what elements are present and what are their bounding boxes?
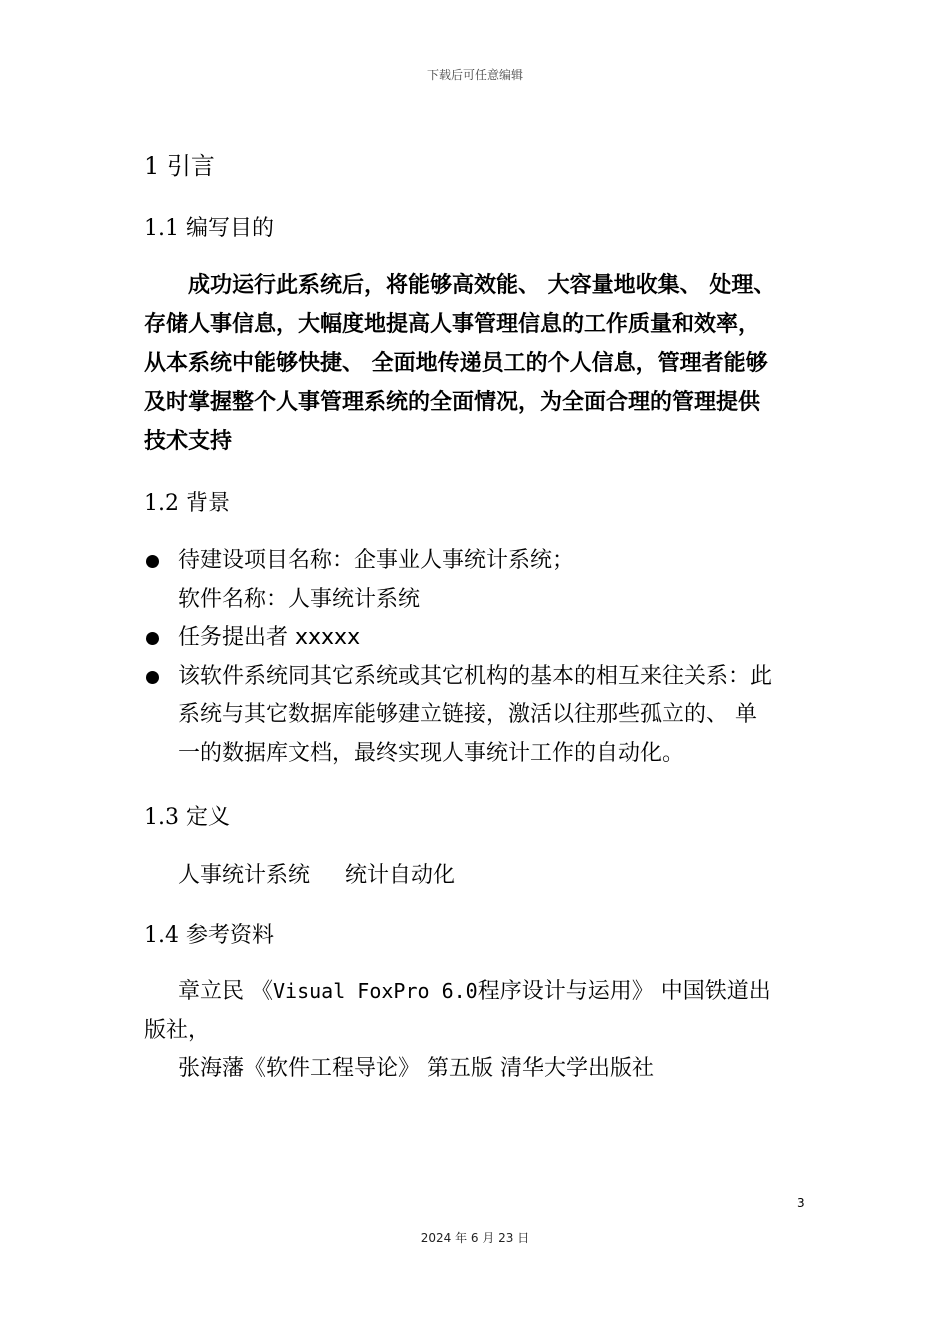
bullet-icon: [146, 671, 159, 684]
purpose-line-2: 存储人事信息，大幅度地提高人事管理信息的工作质量和效率，: [144, 312, 761, 337]
list-item-line: 任务提出者 xxxxx: [178, 625, 361, 650]
list-item-line: 软件名称：人事统计系统: [178, 586, 421, 612]
page-header: 下载后可任意编辑: [426, 68, 523, 82]
purpose-line-5: 技术支持: [144, 429, 233, 454]
bullet-icon: [146, 555, 159, 568]
definition-text: 人事统计系统 统计自动化: [178, 863, 455, 888]
section-title-background: 1.2 背景: [144, 491, 230, 516]
list-item-line: 待建设项目名称：企事业人事统计系统；: [178, 548, 575, 573]
section-title-purpose: 1.1 编写目的: [144, 216, 274, 241]
page-footer-date: 2024 年 6 月 23 日: [420, 1231, 530, 1245]
list-item: [144, 542, 814, 619]
list-item-line: 系统与其它数据库能够建立链接，激活以往那些孤立的、 单: [178, 702, 757, 727]
section-title-definition: 1.3 定义: [144, 805, 230, 830]
bullet-icon: [146, 632, 159, 645]
reference-item-1: 章立民 《Visual FoxPro 6.0程序设计与运用》 中国铁道出: [178, 979, 771, 1004]
reference-item-1-cont: 版社，: [144, 1017, 211, 1043]
list-item: [144, 658, 814, 774]
list-item-line: 该软件系统同其它系统或其它机构的基本的相互来往关系：此: [178, 663, 773, 689]
background-list: [144, 542, 814, 773]
list-item-line: 一的数据库文档，最终实现人事统计工作的自动化。: [178, 740, 685, 766]
page-number: 3: [797, 1196, 805, 1210]
purpose-line-1: 成功运行此系统后，将能够高效能、 大容量地收集、 处理、: [188, 273, 776, 298]
references-block: [144, 972, 814, 1089]
section-title-references: 1.4 参考资料: [144, 923, 274, 948]
purpose-paragraph: [144, 266, 814, 461]
section-title-intro: 1 引言: [144, 152, 215, 180]
reference-item-2: 张海藩《软件工程导论》 第五版 清华大学出版社: [178, 1056, 654, 1081]
purpose-line-3: 从本系统中能够快捷、 全面地传递员工的个人信息，管理者能够: [144, 351, 768, 376]
list-item: [144, 619, 814, 658]
purpose-line-4: 及时掌握整个人事管理系统的全面情况，为全面合理的管理提供: [144, 390, 761, 415]
